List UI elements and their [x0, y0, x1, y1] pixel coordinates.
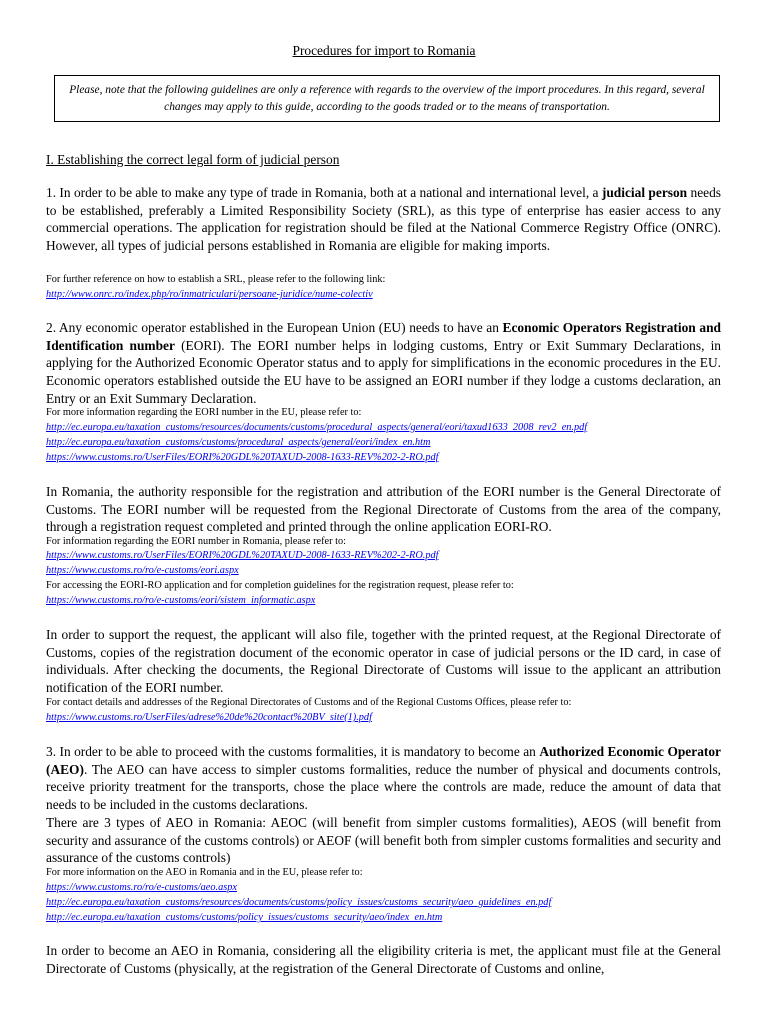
reference-note: For further reference on how to establish a SRL, please refer to the following link: [46, 274, 386, 285]
paragraph-text: . The AEO can have access to simpler customs formalities, reduce the number of physical and documents controls, receive priority treatment for the transports, chose the place where the controls are made, reduce the amount of data that needs to be included in the customs declarations. [46, 761, 721, 813]
reference-note: For accessing the EORI-RO application and for completion guidelines for the registration request, please refer to: [46, 580, 514, 591]
bold-term: judicial person [601, 185, 688, 200]
bold-term: Authorized Economic Operator (AEO) [46, 744, 721, 777]
paragraph-text: There are 3 types of AEO in Romania: AEOC (will benefit from simpler customs formalities), AEOS (will benefit from security and assurance of the customs controls) or AEOF (will benefit both from simpler customs formalities and security and assurance of the customs controls) [46, 815, 721, 866]
reference-link[interactable]: http://www.onrc.ro/index.php/ro/inmatriculari/persoane-juridice/nume-colectiv [46, 289, 373, 300]
paragraph-text: In Romania, the authority responsible for the registration and attribution of the EORI number is the General Directorate of Customs. The EORI number will be requested from the Regional Directorate of Customs from the area of the company, through a registration request completed and printed through the online application EORI-RO. [46, 484, 721, 535]
reference-note: For information regarding the EORI number in Romania, please refer to: [46, 536, 346, 547]
reference-link[interactable]: http://ec.europa.eu/taxation_customs/customs/policy_issues/customs_security/aeo/index_en.htm [46, 912, 443, 923]
disclaimer-text: Please, note that the following guidelines are only a reference with regards to the overview of the import procedures. In this regard, several changes may apply to this guide, according to the goods traded or to the means of transportation. [69, 84, 705, 113]
reference-note: For more information on the AEO in Romania and in the EU, please refer to: [46, 867, 363, 878]
reference-link[interactable]: http://ec.europa.eu/taxation_customs/resources/documents/customs/policy_issues/customs_security/aeo_guidelines_en.pdf [46, 897, 552, 908]
paragraph-aeo-types [46, 814, 721, 867]
reference-link[interactable]: http://ec.europa.eu/taxation_customs/customs/procedural_aspects/general/eori/index_en.htm [46, 437, 431, 448]
reference-link[interactable]: https://www.customs.ro/UserFiles/EORI%20GDL%20TAXUD-2008-1633-REV%202-2-RO.pdf [46, 452, 439, 463]
reference-link[interactable]: https://www.customs.ro/ro/e-customs/aeo.aspx [46, 882, 237, 893]
paragraph-judicial-person [46, 184, 721, 255]
page-title: Procedures for import to Romania [292, 43, 476, 58]
reference-note: For more information regarding the EORI number in the EU, please refer to: [46, 407, 362, 418]
reference-link[interactable]: http://ec.europa.eu/taxation_customs/resources/documents/customs/procedural_aspects/general/eori/taxud1633_2008_rev2_en.pdf [46, 422, 588, 433]
paragraph-supporting-documents [46, 626, 721, 697]
paragraph-text: In order to become an AEO in Romania, considering all the eligibility criteria is met, the applicant must file at the General Directorate of Customs (physically, at the registration of the General Directorate of Customs and online, [46, 943, 721, 976]
paragraph-text: In order to support the request, the applicant will also file, together with the printed request, at the Regional Directorate of Customs, copies of the registration document of the economic operator in case of judicial persons or the ID card, in case of individuals. After checking the documents, the Regional Directorate of Customs will issue to the applicant an attribution notification of the EORI number. [46, 627, 721, 696]
paragraph-text: 3. In order to be able to proceed with the customs formalities, it is mandatory to become an [46, 744, 540, 759]
reference-link[interactable]: https://www.customs.ro/UserFiles/adrese%20de%20contact%20BV_site(1).pdf [46, 712, 372, 723]
paragraph-aeo [46, 743, 721, 814]
paragraph-text: 2. Any economic operator established in the European Union (EU) needs to have an [46, 320, 503, 335]
reference-link[interactable]: https://www.customs.ro/ro/e-customs/eori/sistem_informatic.aspx [46, 595, 316, 606]
paragraph-text: (EORI). The EORI number helps in lodging customs, Entry or Exit Summary Declarations, in applying for the Authorized Economic Operator status and to apply for simplifications in the economic procedures in the EU. Economic operators established outside the EU have to be assigned an EORI number if they lodge a customs declaration, an Entry or an Exit Summary Declaration. [46, 337, 721, 406]
paragraph-eori-romania [46, 483, 721, 536]
reference-link[interactable]: https://www.customs.ro/UserFiles/EORI%20GDL%20TAXUD-2008-1633-REV%202-2-RO.pdf [46, 550, 439, 561]
paragraph-eori [46, 319, 721, 408]
reference-link[interactable]: https://www.customs.ro/ro/e-customs/eori.aspx [46, 565, 239, 576]
section-heading: I. Establishing the correct legal form of judicial person [46, 152, 340, 167]
disclaimer-box [54, 75, 720, 122]
paragraph-text: needs to be established, preferably a Limited Responsibility Society (SRL), as this type of enterprise has easier access to any commercial operations. The application for registration should be filed at the National Commerce Registry Office (ONRC). However, all types of judicial persons established in Romania are eligible for making imports. [46, 185, 721, 254]
reference-note: For contact details and addresses of the Regional Directorates of Customs and of the Regional Customs Offices, please refer to: [46, 697, 572, 708]
bold-term: Economic Operators Registration and Identification number [46, 320, 721, 353]
paragraph-aeo-application [46, 942, 721, 977]
paragraph-text: 1. In order to be able to make any type of trade in Romania, both at a national and international level, a [46, 185, 602, 200]
